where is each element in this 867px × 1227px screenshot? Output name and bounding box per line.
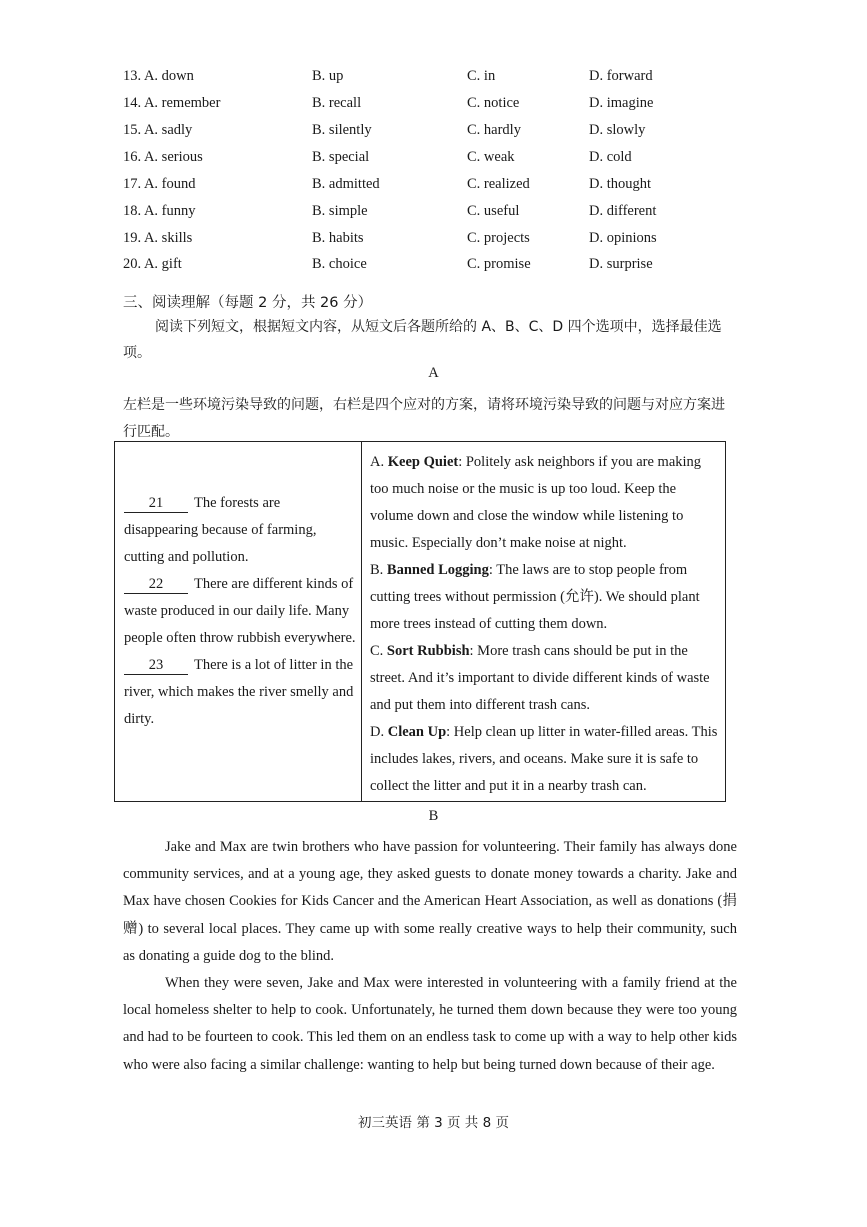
option-b: B. special	[312, 149, 370, 165]
table-divider	[361, 442, 362, 801]
option-row	[0, 95, 867, 121]
option-a: 17. A. found	[123, 176, 196, 192]
option-d: D. surprise	[589, 256, 653, 272]
option-a: 14. A. remember	[123, 95, 221, 111]
solution-item	[370, 719, 722, 800]
solution-title: Sort Rubbish	[386, 643, 470, 659]
option-b: B. silently	[312, 122, 372, 138]
problem-item	[124, 490, 356, 571]
option-row	[0, 203, 867, 229]
option-d: D. cold	[589, 149, 632, 165]
option-a: 16. A. serious	[123, 149, 203, 165]
solution-label: D.	[370, 724, 385, 740]
option-a: 15. A. sadly	[123, 122, 193, 138]
option-a: 19. A. skills	[123, 230, 193, 246]
solution-item	[370, 557, 722, 638]
option-c: C. notice	[467, 95, 520, 111]
solution-item	[370, 638, 722, 719]
option-b: B. recall	[312, 95, 362, 111]
option-a: 20. A. gift	[123, 256, 182, 272]
option-c: C. promise	[467, 256, 531, 272]
matching-table	[114, 441, 726, 802]
solution-label: A.	[370, 454, 385, 470]
option-row	[0, 149, 867, 175]
section-title: 三、阅读理解（每题 2 分，共 26 分）	[123, 295, 373, 311]
problems-column	[124, 490, 356, 733]
passage-paragraph: Jake and Max are twin brothers who have passion for volunteering. Their family has always done community services, and at a young age, they asked guests to donate money towards a charity. Jake and Max have chosen Cookies for Kids Cancer and the American Heart Association, as well as donations (捐赠) to several local places. They came up with some really creative ways to help their community, such as donating a guide dog to the blind.	[123, 839, 737, 964]
option-a: 13. A. down	[123, 68, 194, 84]
problem-text: The forests are disappearing because of farming, cutting and pollution.	[124, 495, 317, 565]
solution-text: : The laws are to stop people from cutting trees without permission (允许). We should plant more trees instead of cutting them down.	[370, 562, 700, 632]
option-b: B. simple	[312, 203, 368, 219]
option-b: B. admitted	[312, 176, 380, 192]
option-c: C. in	[467, 68, 496, 84]
part-b-passage	[123, 834, 737, 1079]
part-a-description: 左栏是一些环境污染导致的问题，右栏是四个应对的方案，请将环境污染导致的问题与对应方案进行匹配。	[123, 397, 725, 440]
option-row	[0, 230, 867, 256]
option-row	[0, 122, 867, 148]
option-d: D. opinions	[589, 230, 657, 246]
option-row	[0, 68, 867, 94]
option-b: B. habits	[312, 230, 364, 246]
answer-blank[interactable]: 22	[124, 575, 188, 594]
option-row	[0, 176, 867, 202]
answer-blank[interactable]: 21	[124, 494, 188, 513]
solution-label: B.	[370, 562, 384, 578]
answer-blank[interactable]: 23	[124, 656, 188, 675]
option-c: C. realized	[467, 176, 530, 192]
problem-text: There is a lot of litter in the river, which makes the river smelly and dirty.	[124, 657, 354, 727]
solution-text: : Help clean up litter in water-filled areas. This includes lakes, rivers, and oceans. Make sure it is safe to collect the litter and put it in a nearby trash can.	[370, 724, 718, 794]
section-instruction	[123, 314, 737, 366]
option-b: B. choice	[312, 256, 367, 272]
problem-text: There are different kinds of waste produced in our daily life. Many people often throw rubbish everywhere.	[124, 576, 356, 646]
option-c: C. projects	[467, 230, 530, 246]
option-c: C. weak	[467, 149, 515, 165]
problem-item	[124, 571, 356, 652]
problem-item	[124, 652, 356, 733]
option-b: B. up	[312, 68, 344, 84]
passage-paragraph: When they were seven, Jake and Max were interested in volunteering with a family friend at the local homeless shelter to help to cook. Unfortunately, he turned them down because they were too young and had to be fourteen to cook. This led them on an endless task to come up with a way to help other kids who were also facing a similar challenge: wanting to help but being turned down because of their age.	[123, 975, 737, 1073]
solution-title: Clean Up	[387, 724, 447, 740]
option-c: C. useful	[467, 203, 520, 219]
solution-item	[370, 449, 722, 557]
solution-title: Keep Quiet	[387, 454, 459, 470]
part-a-heading: A	[428, 365, 439, 381]
option-d: D. thought	[589, 176, 652, 192]
option-a: 18. A. funny	[123, 203, 196, 219]
option-d: D. slowly	[589, 122, 646, 138]
option-c: C. hardly	[467, 122, 521, 138]
instruction-text: 阅读下列短文，根据短文内容，从短文后各题所给的 A、B、C、D 四个选项中，选择最佳选项。	[123, 319, 722, 361]
solution-title: Banned Logging	[386, 562, 489, 578]
option-d: D. forward	[589, 68, 653, 84]
solution-text: : Politely ask neighbors if you are making too much noise or the music is up too loud. Keep the volume down and close the window while listening to music. Especially don’t make noise at night.	[370, 454, 702, 551]
page-footer: 初三英语 第 3 页 共 8 页	[358, 1115, 509, 1131]
solutions-column	[370, 449, 722, 800]
part-b-heading: B	[428, 808, 439, 824]
option-d: D. different	[589, 203, 657, 219]
solution-text: : More trash cans should be put in the street. And it’s important to divide different kinds of waste and put them into different trash cans.	[370, 643, 710, 713]
option-d: D. imagine	[589, 95, 654, 111]
solution-label: C.	[370, 643, 384, 659]
option-row	[0, 256, 867, 282]
